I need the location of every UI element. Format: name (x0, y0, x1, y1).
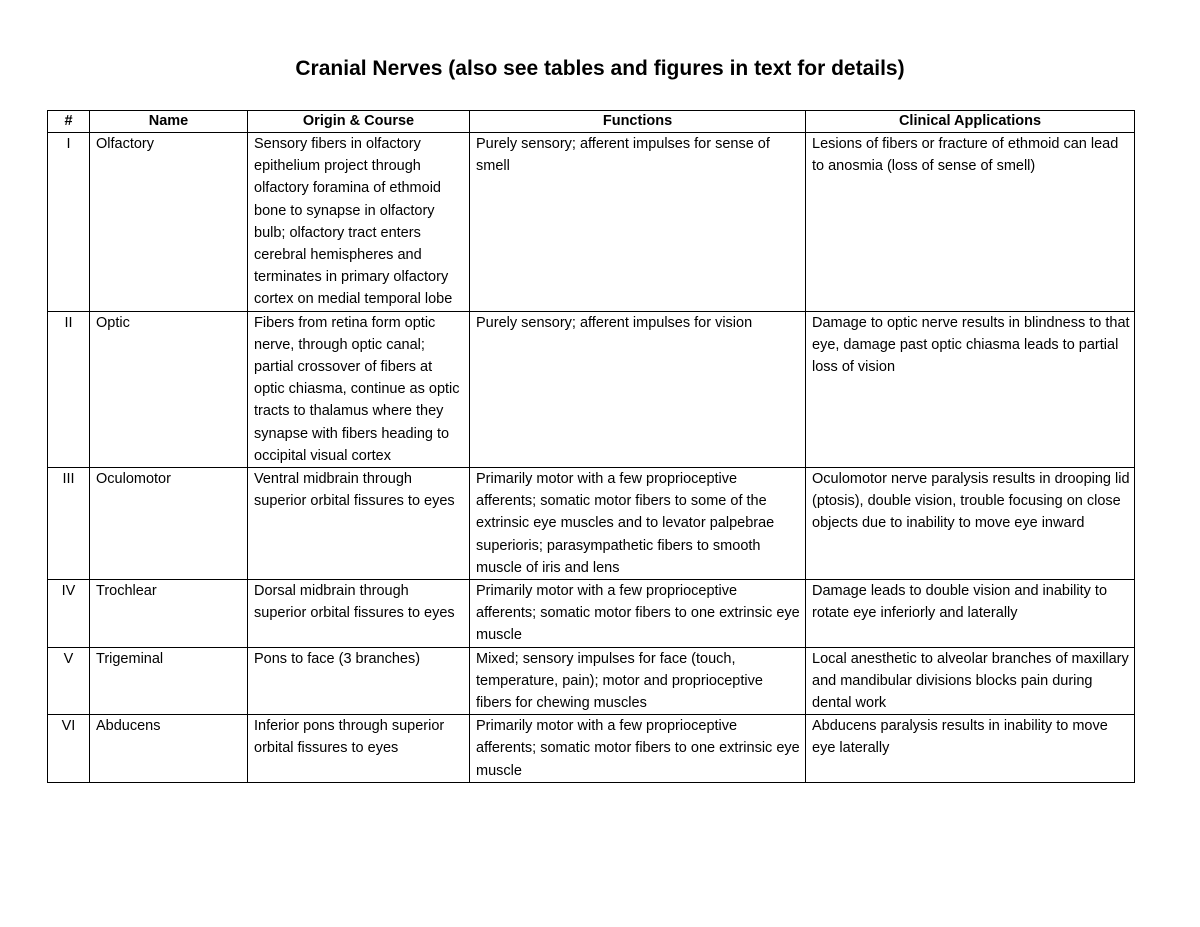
nerve-functions: Primarily motor with a few proprioceptive afferents; somatic motor fibers to some of the extrinsic eye muscles and to levator palpebrae superioris; parasympathetic fibers to smooth muscle of iris and lens (470, 468, 806, 580)
table-row (48, 468, 1135, 580)
nerve-name: Optic (90, 311, 248, 467)
table-header-row (48, 111, 1135, 133)
table-row (48, 715, 1135, 783)
nerve-functions: Purely sensory; afferent impulses for sense of smell (470, 133, 806, 312)
header-functions: Functions (470, 111, 806, 133)
nerve-functions: Purely sensory; afferent impulses for vision (470, 311, 806, 467)
table-row (48, 311, 1135, 467)
header-clinical-applications: Clinical Applications (806, 111, 1135, 133)
nerve-clinical-applications: Oculomotor nerve paralysis results in drooping lid (ptosis), double vision, trouble focusing on close objects due to inability to move eye inward (806, 468, 1135, 580)
nerve-origin-course: Inferior pons through superior orbital fissures to eyes (248, 715, 470, 783)
nerve-clinical-applications: Local anesthetic to alveolar branches of maxillary and mandibular divisions blocks pain during dental work (806, 647, 1135, 715)
nerve-number: III (48, 468, 90, 580)
nerve-number: II (48, 311, 90, 467)
nerve-number: IV (48, 580, 90, 648)
nerve-number: V (48, 647, 90, 715)
table-row (48, 133, 1135, 312)
nerve-clinical-applications: Abducens paralysis results in inability to move eye laterally (806, 715, 1135, 783)
nerve-origin-course: Ventral midbrain through superior orbital fissures to eyes (248, 468, 470, 580)
nerve-name: Olfactory (90, 133, 248, 312)
nerve-clinical-applications: Lesions of fibers or fracture of ethmoid can lead to anosmia (loss of sense of smell) (806, 133, 1135, 312)
nerve-clinical-applications: Damage leads to double vision and inability to rotate eye inferiorly and laterally (806, 580, 1135, 648)
nerve-origin-course: Fibers from retina form optic nerve, through optic canal; partial crossover of fibers at optic chiasma, continue as optic tracts to thalamus where they synapse with fibers heading to occipital visual cortex (248, 311, 470, 467)
nerve-origin-course: Pons to face (3 branches) (248, 647, 470, 715)
nerve-name: Trigeminal (90, 647, 248, 715)
nerve-name: Oculomotor (90, 468, 248, 580)
header-number: # (48, 111, 90, 133)
nerve-functions: Mixed; sensory impulses for face (touch, temperature, pain); motor and proprioceptive fibers for chewing muscles (470, 647, 806, 715)
nerve-name: Trochlear (90, 580, 248, 648)
nerve-origin-course: Dorsal midbrain through superior orbital fissures to eyes (248, 580, 470, 648)
nerve-name: Abducens (90, 715, 248, 783)
header-name: Name (90, 111, 248, 133)
nerve-number: VI (48, 715, 90, 783)
nerve-clinical-applications: Damage to optic nerve results in blindness to that eye, damage past optic chiasma leads to partial loss of vision (806, 311, 1135, 467)
nerve-functions: Primarily motor with a few proprioceptive afferents; somatic motor fibers to one extrinsic eye muscle (470, 715, 806, 783)
table-row (48, 647, 1135, 715)
cranial-nerves-table (47, 110, 1135, 783)
nerve-origin-course: Sensory fibers in olfactory epithelium project through olfactory foramina of ethmoid bone to synapse in olfactory bulb; olfactory tract enters cerebral hemispheres and terminates in primary olfactory cortex on medial temporal lobe (248, 133, 470, 312)
nerve-number: I (48, 133, 90, 312)
nerve-functions: Primarily motor with a few proprioceptive afferents; somatic motor fibers to one extrinsic eye muscle (470, 580, 806, 648)
header-origin-course: Origin & Course (248, 111, 470, 133)
page-title: Cranial Nerves (also see tables and figures in text for details) (295, 57, 905, 80)
table-row (48, 580, 1135, 648)
